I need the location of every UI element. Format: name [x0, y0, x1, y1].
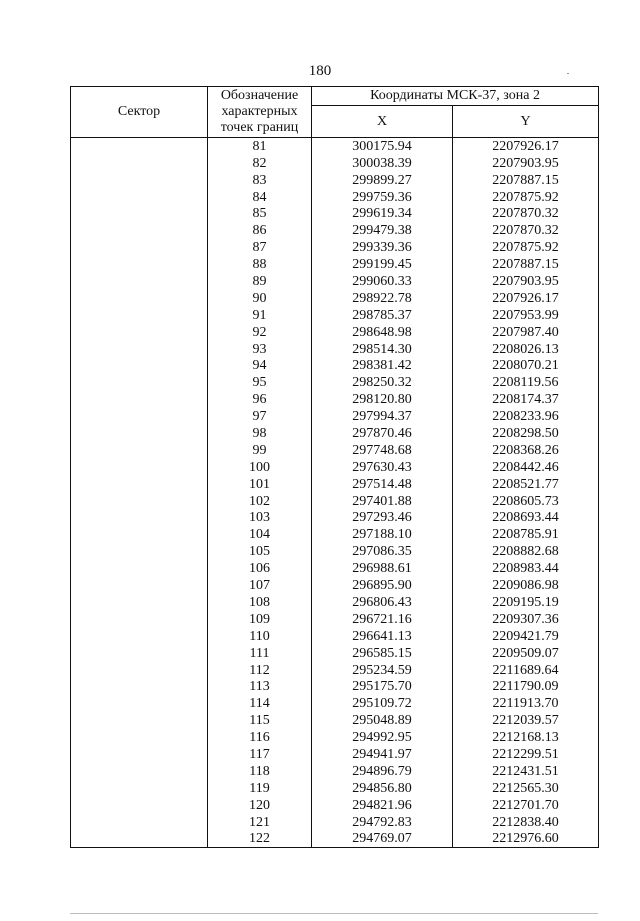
- y-cell: 2209307.36: [453, 611, 599, 628]
- point-cell: 107: [208, 577, 312, 594]
- table-row: [71, 374, 599, 391]
- sector-cell: [71, 307, 208, 324]
- y-cell: 2208070.21: [453, 358, 599, 375]
- x-cell: 298120.80: [312, 391, 453, 408]
- y-cell: 2207887.15: [453, 172, 599, 189]
- point-cell: 122: [208, 831, 312, 848]
- x-cell: 296895.90: [312, 577, 453, 594]
- point-cell: 106: [208, 560, 312, 577]
- x-cell: 294821.96: [312, 797, 453, 814]
- x-cell: 295175.70: [312, 679, 453, 696]
- point-cell: 121: [208, 814, 312, 831]
- x-cell: 297401.88: [312, 493, 453, 510]
- point-cell: 99: [208, 442, 312, 459]
- sector-cell: [71, 172, 208, 189]
- x-cell: 297086.35: [312, 543, 453, 560]
- y-cell: 2209421.79: [453, 628, 599, 645]
- sector-cell: [71, 831, 208, 848]
- sector-cell: [71, 543, 208, 560]
- table-row: [71, 645, 599, 662]
- sector-cell: [71, 476, 208, 493]
- x-cell: 296721.16: [312, 611, 453, 628]
- sector-cell: [71, 138, 208, 155]
- x-cell: 299339.36: [312, 239, 453, 256]
- table-row: [71, 695, 599, 712]
- table-row: [71, 307, 599, 324]
- sector-cell: [71, 628, 208, 645]
- table-row: [71, 729, 599, 746]
- x-cell: 295048.89: [312, 712, 453, 729]
- point-cell: 108: [208, 594, 312, 611]
- x-cell: 298785.37: [312, 307, 453, 324]
- x-cell: 296806.43: [312, 594, 453, 611]
- x-cell: 294792.83: [312, 814, 453, 831]
- table-row: [71, 391, 599, 408]
- table-row: [71, 442, 599, 459]
- sector-cell: [71, 290, 208, 307]
- coordinates-table: [70, 86, 599, 848]
- y-cell: 2207903.95: [453, 273, 599, 290]
- x-cell: 297870.46: [312, 425, 453, 442]
- sector-cell: [71, 662, 208, 679]
- x-cell: 295234.59: [312, 662, 453, 679]
- x-cell: 294941.97: [312, 746, 453, 763]
- sector-cell: [71, 746, 208, 763]
- sector-cell: [71, 256, 208, 273]
- table-row: [71, 476, 599, 493]
- point-cell: 115: [208, 712, 312, 729]
- y-cell: 2208521.77: [453, 476, 599, 493]
- point-cell: 85: [208, 206, 312, 223]
- sector-cell: [71, 594, 208, 611]
- header-designation: [208, 87, 312, 138]
- point-cell: 116: [208, 729, 312, 746]
- sector-cell: [71, 560, 208, 577]
- y-cell: 2207875.92: [453, 239, 599, 256]
- sector-cell: [71, 459, 208, 476]
- table-row: [71, 273, 599, 290]
- sector-cell: [71, 206, 208, 223]
- header-designation-line2: характерных: [221, 104, 298, 119]
- x-cell: 299199.45: [312, 256, 453, 273]
- x-cell: 297293.46: [312, 510, 453, 527]
- scan-speck: [567, 73, 569, 74]
- x-cell: 296641.13: [312, 628, 453, 645]
- y-cell: 2209195.19: [453, 594, 599, 611]
- y-cell: 2208693.44: [453, 510, 599, 527]
- point-cell: 100: [208, 459, 312, 476]
- y-cell: 2212838.40: [453, 814, 599, 831]
- y-cell: 2208174.37: [453, 391, 599, 408]
- x-cell: 296988.61: [312, 560, 453, 577]
- table-row: [71, 358, 599, 375]
- y-cell: 2212168.13: [453, 729, 599, 746]
- point-cell: 118: [208, 763, 312, 780]
- sector-cell: [71, 797, 208, 814]
- point-cell: 117: [208, 746, 312, 763]
- y-cell: 2208442.46: [453, 459, 599, 476]
- y-cell: 2211689.64: [453, 662, 599, 679]
- x-cell: 297748.68: [312, 442, 453, 459]
- sector-cell: [71, 425, 208, 442]
- y-cell: 2207870.32: [453, 222, 599, 239]
- y-cell: 2207887.15: [453, 256, 599, 273]
- y-cell: 2212299.51: [453, 746, 599, 763]
- point-cell: 86: [208, 222, 312, 239]
- x-cell: 299619.34: [312, 206, 453, 223]
- y-cell: 2211913.70: [453, 695, 599, 712]
- y-cell: 2209509.07: [453, 645, 599, 662]
- point-cell: 98: [208, 425, 312, 442]
- y-cell: 2211790.09: [453, 679, 599, 696]
- point-cell: 84: [208, 189, 312, 206]
- point-cell: 101: [208, 476, 312, 493]
- table-row: [71, 459, 599, 476]
- point-cell: 112: [208, 662, 312, 679]
- table-row: [71, 814, 599, 831]
- sector-cell: [71, 695, 208, 712]
- y-cell: 2212431.51: [453, 763, 599, 780]
- table-row: [71, 189, 599, 206]
- x-cell: 298381.42: [312, 358, 453, 375]
- y-cell: 2212701.70: [453, 797, 599, 814]
- point-cell: 93: [208, 341, 312, 358]
- table-row: [71, 290, 599, 307]
- table-row: [71, 425, 599, 442]
- sector-cell: [71, 814, 208, 831]
- point-cell: 96: [208, 391, 312, 408]
- x-cell: 300038.39: [312, 155, 453, 172]
- header-sector: Сектор: [71, 87, 208, 138]
- table-row: [71, 206, 599, 223]
- sector-cell: [71, 493, 208, 510]
- y-cell: 2207953.99: [453, 307, 599, 324]
- table-row: [71, 493, 599, 510]
- sector-cell: [71, 526, 208, 543]
- y-cell: 2208026.13: [453, 341, 599, 358]
- point-cell: 114: [208, 695, 312, 712]
- sector-cell: [71, 341, 208, 358]
- point-cell: 103: [208, 510, 312, 527]
- y-cell: 2207870.32: [453, 206, 599, 223]
- point-cell: 102: [208, 493, 312, 510]
- sector-cell: [71, 679, 208, 696]
- x-cell: 297188.10: [312, 526, 453, 543]
- table-row: [71, 172, 599, 189]
- sector-cell: [71, 712, 208, 729]
- y-cell: 2208298.50: [453, 425, 599, 442]
- y-cell: 2208983.44: [453, 560, 599, 577]
- x-cell: 298922.78: [312, 290, 453, 307]
- table-row: [71, 526, 599, 543]
- x-cell: 296585.15: [312, 645, 453, 662]
- header-designation-line3: точек границ: [220, 120, 299, 135]
- sector-cell: [71, 324, 208, 341]
- y-cell: 2209086.98: [453, 577, 599, 594]
- y-cell: 2207903.95: [453, 155, 599, 172]
- sector-cell: [71, 155, 208, 172]
- x-cell: 299899.27: [312, 172, 453, 189]
- point-cell: 92: [208, 324, 312, 341]
- table-row: [71, 239, 599, 256]
- sector-cell: [71, 408, 208, 425]
- table-row: [71, 408, 599, 425]
- x-cell: 294896.79: [312, 763, 453, 780]
- point-cell: 90: [208, 290, 312, 307]
- y-cell: 2208785.91: [453, 526, 599, 543]
- sector-cell: [71, 577, 208, 594]
- point-cell: 88: [208, 256, 312, 273]
- point-cell: 81: [208, 138, 312, 155]
- table-row: [71, 797, 599, 814]
- table-row: [71, 155, 599, 172]
- table-row: [71, 679, 599, 696]
- x-cell: 295109.72: [312, 695, 453, 712]
- sector-cell: [71, 374, 208, 391]
- y-cell: 2208233.96: [453, 408, 599, 425]
- sector-cell: [71, 189, 208, 206]
- table-row: [71, 543, 599, 560]
- x-cell: 294992.95: [312, 729, 453, 746]
- table-row: [71, 611, 599, 628]
- point-cell: 104: [208, 526, 312, 543]
- point-cell: 119: [208, 780, 312, 797]
- x-cell: 298648.98: [312, 324, 453, 341]
- table-row: [71, 510, 599, 527]
- page-number: 180: [308, 63, 332, 79]
- y-cell: 2208882.68: [453, 543, 599, 560]
- sector-cell: [71, 763, 208, 780]
- point-cell: 87: [208, 239, 312, 256]
- point-cell: 109: [208, 611, 312, 628]
- table-row: [71, 256, 599, 273]
- sector-cell: [71, 273, 208, 290]
- x-cell: 297994.37: [312, 408, 453, 425]
- x-cell: 294856.80: [312, 780, 453, 797]
- header-x: X: [312, 106, 453, 138]
- y-cell: 2207926.17: [453, 138, 599, 155]
- x-cell: 298514.30: [312, 341, 453, 358]
- sector-cell: [71, 442, 208, 459]
- y-cell: 2207875.92: [453, 189, 599, 206]
- table-row: [71, 712, 599, 729]
- sector-cell: [71, 729, 208, 746]
- x-cell: 294769.07: [312, 831, 453, 848]
- point-cell: 105: [208, 543, 312, 560]
- sector-cell: [71, 222, 208, 239]
- table-row: [71, 577, 599, 594]
- point-cell: 83: [208, 172, 312, 189]
- x-cell: 299759.36: [312, 189, 453, 206]
- x-cell: 299479.38: [312, 222, 453, 239]
- header-y: Y: [453, 106, 599, 138]
- sector-cell: [71, 358, 208, 375]
- x-cell: 297514.48: [312, 476, 453, 493]
- sector-cell: [71, 780, 208, 797]
- table-row: [71, 662, 599, 679]
- table-row: [71, 341, 599, 358]
- table-row: [71, 746, 599, 763]
- point-cell: 95: [208, 374, 312, 391]
- table-header: [71, 87, 599, 138]
- y-cell: 2212039.57: [453, 712, 599, 729]
- x-cell: 299060.33: [312, 273, 453, 290]
- y-cell: 2207926.17: [453, 290, 599, 307]
- y-cell: 2208368.26: [453, 442, 599, 459]
- table-body: [71, 138, 599, 848]
- table-row: [71, 763, 599, 780]
- y-cell: 2208605.73: [453, 493, 599, 510]
- point-cell: 113: [208, 679, 312, 696]
- scan-edge-line: [70, 913, 598, 914]
- table-row: [71, 324, 599, 341]
- point-cell: 91: [208, 307, 312, 324]
- point-cell: 120: [208, 797, 312, 814]
- y-cell: 2208119.56: [453, 374, 599, 391]
- y-cell: 2207987.40: [453, 324, 599, 341]
- header-designation-line1: Обозначение: [220, 88, 299, 103]
- point-cell: 110: [208, 628, 312, 645]
- point-cell: 97: [208, 408, 312, 425]
- table-row: [71, 628, 599, 645]
- header-coords-group: Координаты МСК-37, зона 2: [312, 87, 599, 106]
- table-row: [71, 560, 599, 577]
- point-cell: 82: [208, 155, 312, 172]
- sector-cell: [71, 391, 208, 408]
- table-row: [71, 594, 599, 611]
- table-row: [71, 222, 599, 239]
- table-row: [71, 831, 599, 848]
- point-cell: 111: [208, 645, 312, 662]
- point-cell: 89: [208, 273, 312, 290]
- point-cell: 94: [208, 358, 312, 375]
- sector-cell: [71, 510, 208, 527]
- x-cell: 298250.32: [312, 374, 453, 391]
- sector-cell: [71, 239, 208, 256]
- table-row: [71, 138, 599, 155]
- sector-cell: [71, 645, 208, 662]
- y-cell: 2212976.60: [453, 831, 599, 848]
- table-row: [71, 780, 599, 797]
- y-cell: 2212565.30: [453, 780, 599, 797]
- x-cell: 300175.94: [312, 138, 453, 155]
- x-cell: 297630.43: [312, 459, 453, 476]
- sector-cell: [71, 611, 208, 628]
